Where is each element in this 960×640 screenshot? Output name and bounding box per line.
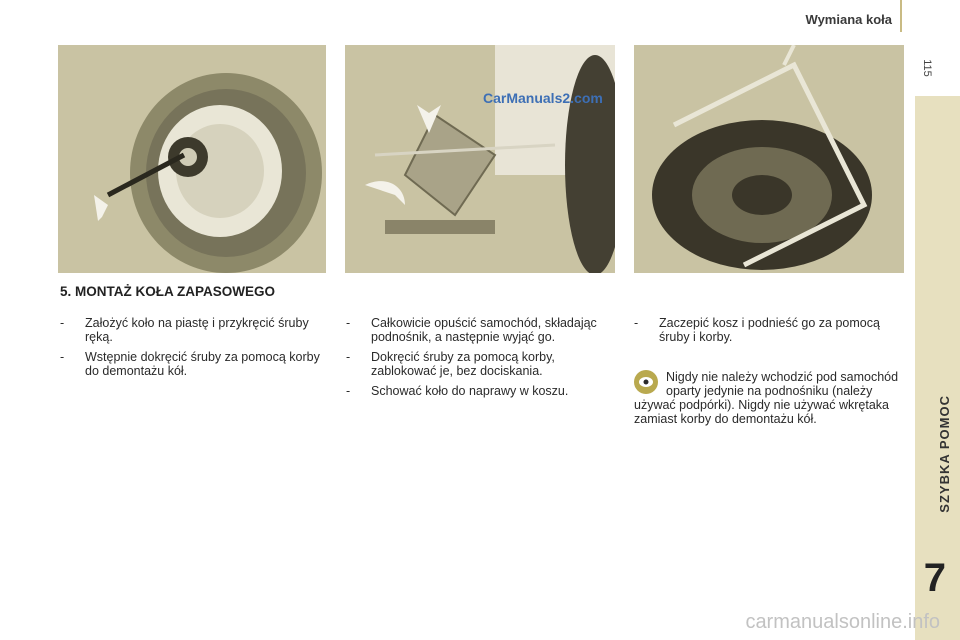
bullet-dash: - — [60, 350, 65, 364]
instruction-item — [634, 316, 906, 344]
instruction-text: Wstępnie dokręcić śruby za pomocą korby do demontażu kół. — [85, 350, 320, 378]
instruction-item — [346, 316, 618, 344]
warning-text: Nigdy nie należy wchodzić pod samochód oparty jedynie na podnośniku (należy używać podpórki). Nigdy nie używać wkrętaka zamiast korby do demontażu kół. — [634, 370, 899, 426]
instruction-item — [60, 350, 332, 378]
chapter-side-label: SZYBKA POMOC — [937, 395, 952, 513]
chapter-number: 7 — [923, 556, 946, 600]
instruction-text: Schować koło do naprawy w koszu. — [371, 384, 569, 398]
instruction-text: Założyć koło na piastę i przykręcić śruby ręką. — [85, 316, 309, 344]
jack-illustration — [345, 45, 615, 273]
illustration-wheel-mount — [58, 45, 326, 273]
warning-note — [634, 370, 908, 426]
page-header-title: Wymiana koła — [805, 12, 892, 27]
instruction-column-2 — [346, 316, 618, 404]
instruction-text: Zaczepić kosz i podnieść go za pomocą śruby i korby. — [659, 316, 880, 344]
bullet-dash: - — [346, 316, 351, 330]
instruction-text: Całkowicie opuścić samochód, składając podnośnik, a następnie wyjąć go. — [371, 316, 597, 344]
illustration-jack — [345, 45, 615, 273]
instruction-text: Dokręcić śruby za pomocą korby, zablokować je, bez dociskania. — [371, 350, 555, 378]
illustration-cradle — [634, 45, 904, 273]
page-number: 115 — [921, 59, 934, 77]
instruction-item — [346, 384, 618, 398]
eye-icon — [634, 370, 658, 394]
watermark-bottom[interactable]: carmanualsonline.info — [745, 611, 940, 633]
bullet-dash: - — [346, 350, 351, 364]
bullet-dash: - — [60, 316, 65, 330]
instruction-column-3 — [634, 316, 906, 350]
bullet-dash: - — [346, 384, 351, 398]
header-divider — [900, 0, 902, 32]
bullet-dash: - — [634, 316, 639, 330]
watermark-top[interactable]: CarManuals2.com — [483, 90, 603, 106]
instruction-item — [60, 316, 332, 344]
cradle-illustration — [634, 45, 904, 273]
instruction-column-1 — [60, 316, 332, 384]
instruction-item — [346, 350, 618, 378]
section-title: 5. MONTAŻ KOŁA ZAPASOWEGO — [60, 284, 275, 299]
wheel-illustration — [58, 45, 326, 273]
